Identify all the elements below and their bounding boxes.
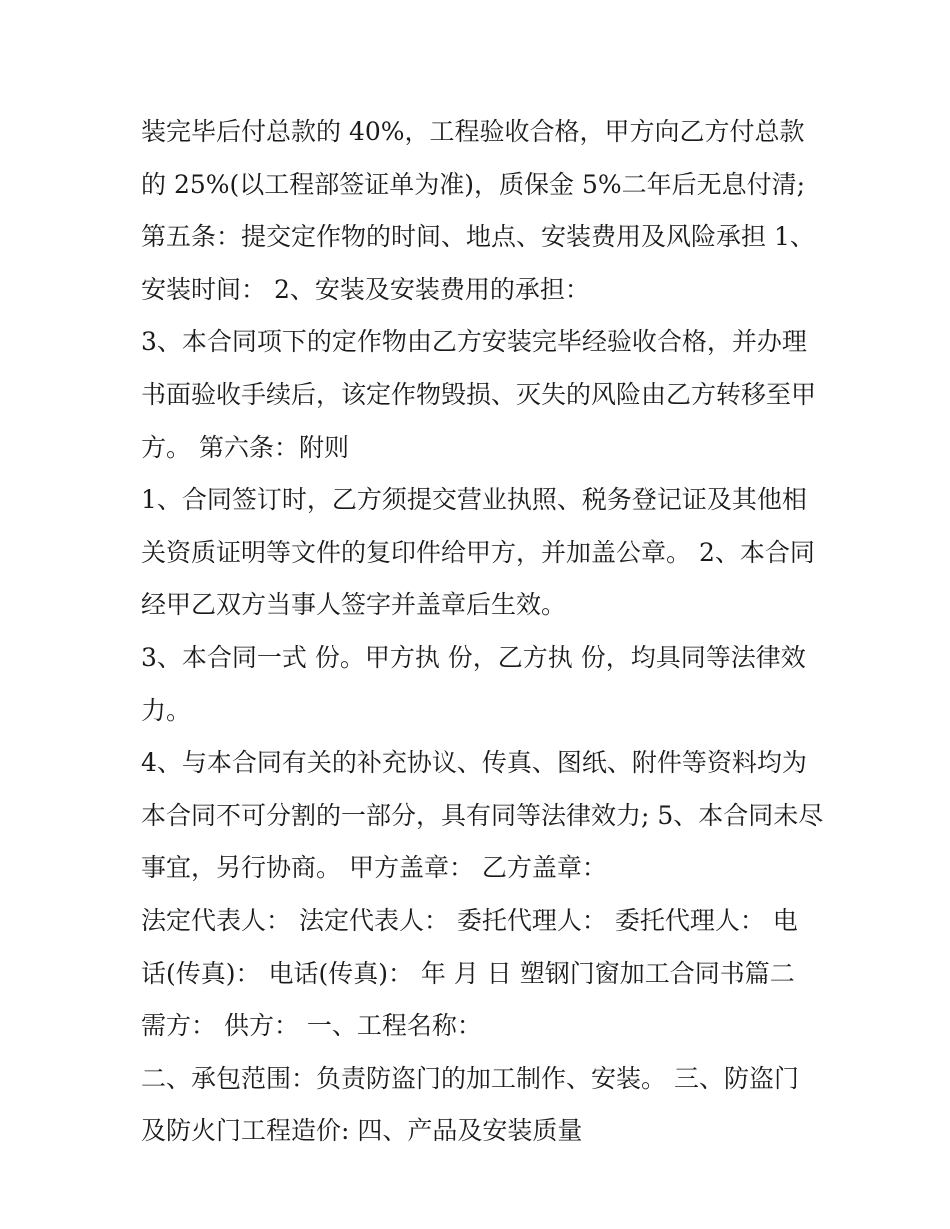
text-line: 安装时间： 2、安装及安装费用的承担： <box>141 274 590 304</box>
text-line: 需方： 供方： 一、工程名称： <box>141 1011 482 1041</box>
text-line: 装完毕后付总款的 40%，工程验收合格，甲方向乙方付总款 <box>141 117 805 146</box>
text-line: 本合同不可分割的一部分，具有同等法律效力; 5、本合同未尽 <box>141 800 824 830</box>
text-line: 事宜，另行协商。 甲方盖章： 乙方盖章： <box>141 853 607 883</box>
text-line: 方。 第六条：附则 <box>141 432 349 462</box>
text-line: 法定代表人： 法定代表人： 委托代理人： 委托代理人： 电 <box>141 905 798 935</box>
text-line: 第五条：提交定作物的时间、地点、安装费用及风险承担 1、 <box>141 222 815 252</box>
text-line: 3、本合同一式 份。甲方执 份，乙方执 份，均具同等法律效 <box>141 642 806 672</box>
text-line: 力。 <box>141 695 192 725</box>
text-line: 关资质证明等文件的复印件给甲方，并加盖公章。 2、本合同 <box>141 537 815 567</box>
text-line: 书面验收手续后，该定作物毁损、灭失的风险由乙方转移至甲 <box>141 379 817 409</box>
text-line: 话(传真)： 电话(传真)： 年 月 日 塑钢门窗加工合同书篇二 <box>141 958 795 988</box>
text-line: 及防火门工程造价: 四、产品及安装质量 <box>141 1116 583 1146</box>
text-line: 二、承包范围：负责防盗门的加工制作、安装。 三、防盗门 <box>141 1063 799 1093</box>
text-line: 3、本合同项下的定作物由乙方安装完毕经验收合格，并办理 <box>141 327 807 357</box>
text-line: 经甲乙双方当事人签字并盖章后生效。 <box>141 590 567 620</box>
text-line: 1、合同签订时，乙方须提交营业执照、税务登记证及其他相 <box>141 485 807 515</box>
contract-text-body <box>141 106 824 1158</box>
text-line: 的 25%(以工程部签证单为准)，质保金 5%二年后无息付清; <box>141 169 806 199</box>
text-line: 4、与本合同有关的补充协议、传真、图纸、附件等资料均为 <box>141 748 807 778</box>
